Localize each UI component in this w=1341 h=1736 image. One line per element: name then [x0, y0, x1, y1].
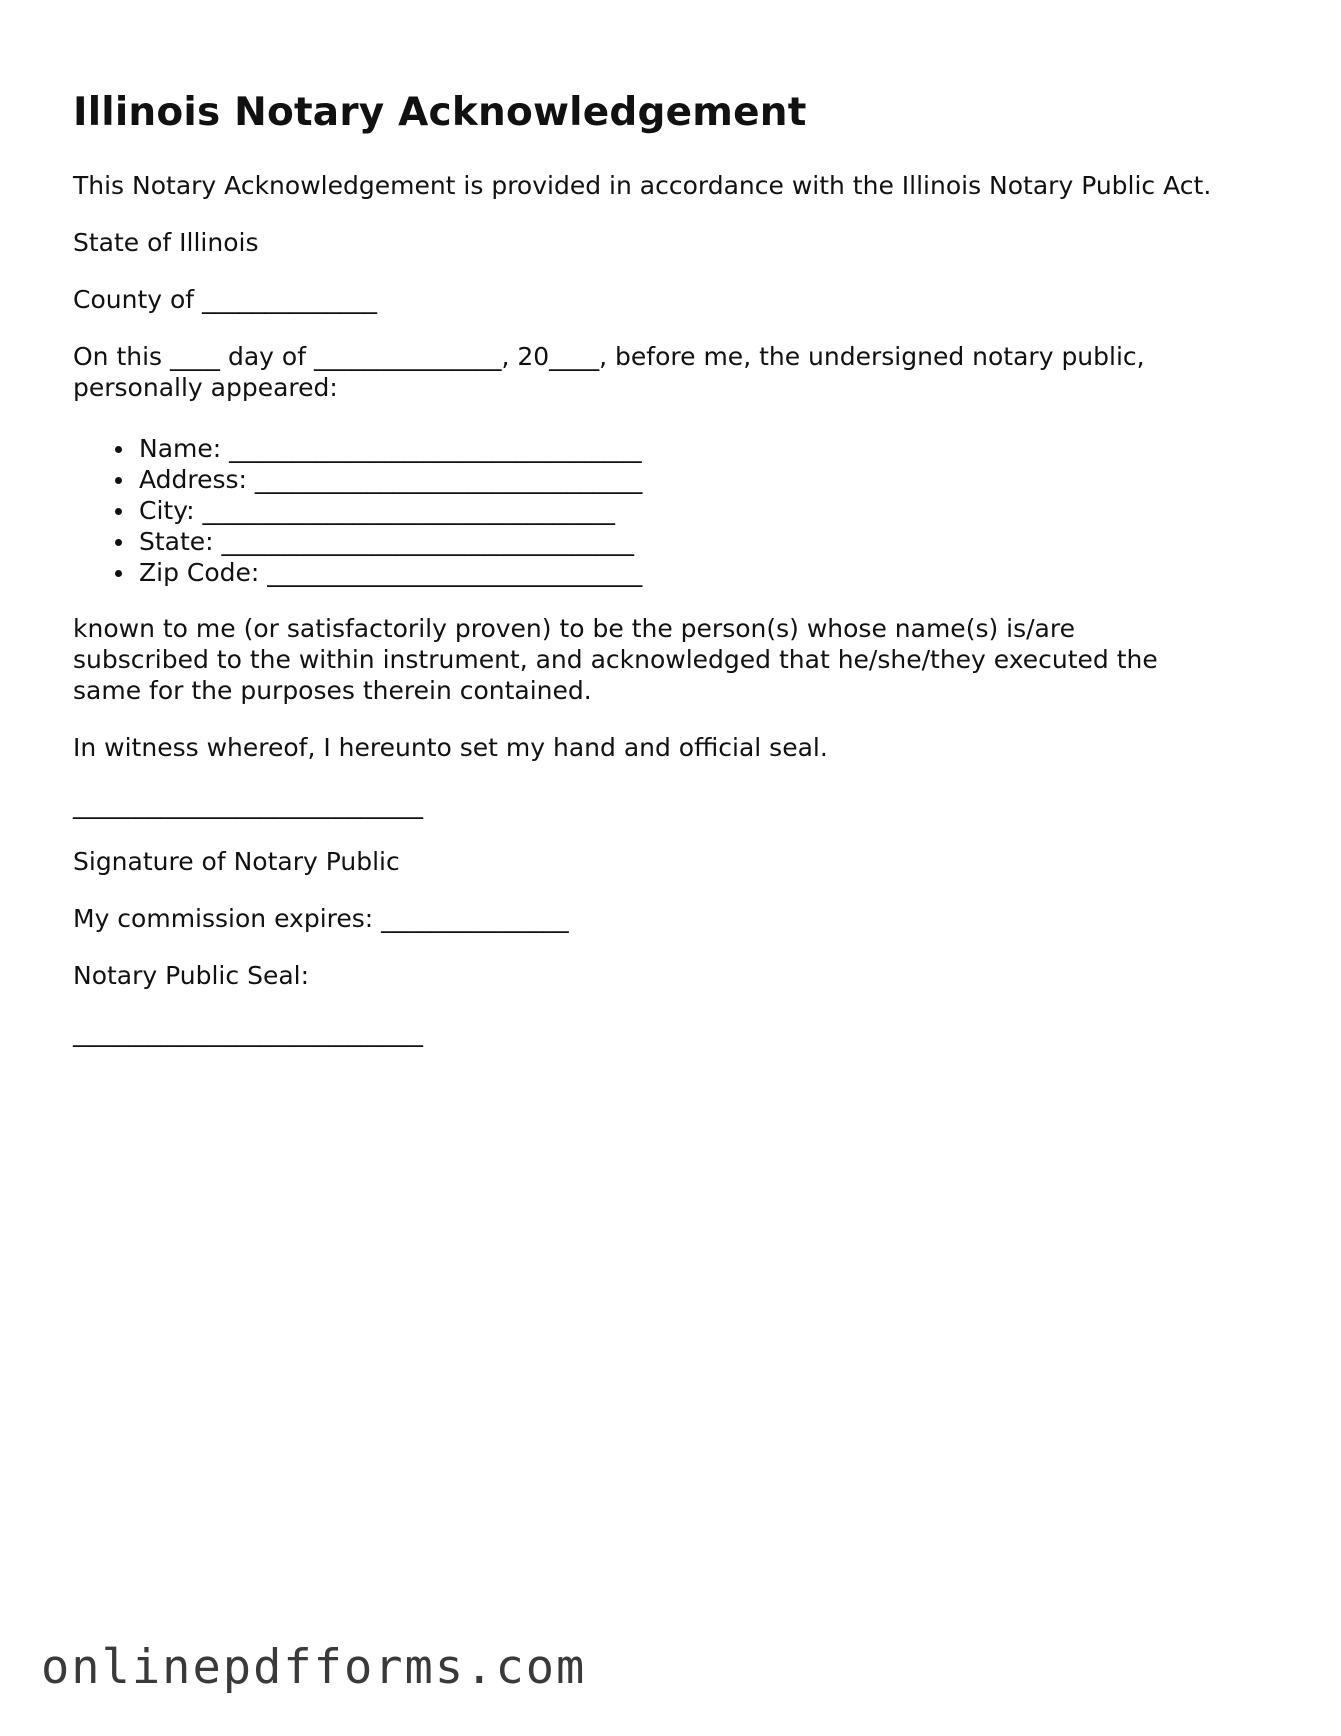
intro-paragraph: This Notary Acknowledgement is provided in accordance with the Illinois Notary Public Act.	[73, 171, 1212, 200]
signature-blank: ____________________________	[73, 790, 423, 819]
known-line-2: subscribed to the within instrument, and acknowledged that he/she/they executed the	[73, 645, 1158, 674]
page-title: Illinois Notary Acknowledgement	[73, 90, 807, 135]
state-field: State: _________________________________	[139, 526, 642, 557]
city-field: City: _________________________________	[139, 495, 642, 526]
address-field: Address: _______________________________	[139, 465, 643, 494]
person-details-list	[139, 433, 642, 588]
appearance-line-1: On this ____ day of _______________, 20____, before me, the undersigned notary public,	[73, 342, 1145, 371]
county-line: County of ______________	[73, 285, 378, 314]
known-line-1: known to me (or satisfactorily proven) to be the person(s) whose name(s) is/are	[73, 614, 1075, 643]
witness-line: In witness whereof, I hereunto set my hand and official seal.	[73, 733, 828, 762]
seal-label: Notary Public Seal:	[73, 961, 310, 990]
site-watermark: onlinepdfforms.com	[41, 1640, 587, 1695]
zip-code-field: Zip Code: ______________________________	[139, 558, 643, 587]
known-line-3: same for the purposes therein contained.	[73, 676, 592, 705]
name-field: Name: _________________________________	[139, 434, 642, 463]
signature-label: Signature of Notary Public	[73, 847, 400, 876]
state-line: State of Illinois	[73, 228, 259, 257]
appearance-line-2: personally appeared:	[73, 373, 338, 402]
commission-line: My commission expires: _______________	[73, 904, 569, 933]
seal-blank: ____________________________	[73, 1018, 423, 1047]
